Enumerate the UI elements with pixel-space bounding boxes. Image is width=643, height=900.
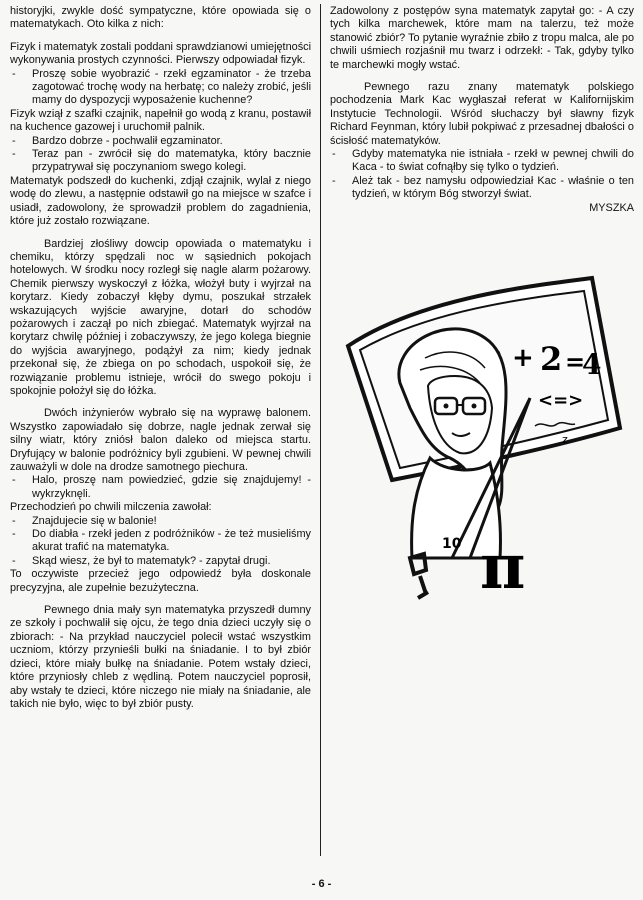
dialogue-line: - Ależ tak - bez namysłu odpowiedział Kac - właśnie o ten tydzień, w którym Bóg stworzył świat. xyxy=(330,175,634,202)
dialogue-line: - Bardzo dobrze - pochwalił egzaminator. xyxy=(10,135,311,148)
anecdote-paragraph: Bardziej złośliwy dowcip opowiada o matematyku i chemiku, którzy spędzali noc w sąsiednich pokojach hotelowych. W środku nocy rozległ się nagle alarm pożarowy. Chemik pierwszy wyskoczył z łóżka, włożył buty i wyjrzał na korytarz. Kiedy zobaczył kłęby dymu, poszukał strzałek wskazujących wyjście awaryjne, dotarł do schodów pożarowych i zaczął po nich zbiegać. Matematyk wyjrzał na korytarz chwilę później i zobaczywszy, że jego kolega biegnie do wyjścia awaryjnego, podążył za nim; kiedy jednak przekonał się, że zbiega on po schodach, uspokoił się, że rozwiązanie problemu istnieje, wrócił do swego pokoju i spokojnie położył się do łóżka. xyxy=(10,237,311,397)
page-number: - 6 - xyxy=(311,878,332,890)
text-paragraph: historyjki, zwykle dość sympatyczne, które opowiada się o matematykach. Oto kilka z nich: xyxy=(10,5,311,31)
anecdote-paragraph: Dwóch inżynierów wybrało się na wyprawę balonem. Wszystko zapowiadało się dobrze, nagle jednak zerwał się silny wiatr, który zniósł balon daleko od miejsca startu. Dryfujący w balonie podróżnicy byli zgubieni. W pewnej chwili zauważyli w dole na drodze samotnego piechura. xyxy=(10,407,311,473)
paragraph-gap xyxy=(10,32,311,41)
text-paragraph: Fizyk i matematyk zostali poddani sprawdzianowi umiejętności wykonywania prostych czynności. Pierwszy odpowiadał fizyk. xyxy=(10,40,311,67)
column-divider xyxy=(320,4,321,856)
formula-digit: 2 xyxy=(540,340,563,378)
formula-equals: = xyxy=(565,348,586,376)
pi-symbol: π xyxy=(480,530,526,603)
anecdote-paragraph: Pewnego dnia mały syn matematyka przyszedł dumny ze szkoły i pochwalił się ojcu, że tego dnia dzieci uczyły się o zbiorach: - Na przykład nauczyciel polecił wstać wszystkim uczniom, którzy przynieśli bułki na śniadanie. I to był zbiór dzieci, które miały bułkę na śniadanie. Potem wstały dzieci, które przyniosły chleb z wędliną. Potem nauczyciel poprosił, aby wstały te dzieci, które niczego nie miały na śniadanie, ale takich nie było, więc to był zbiór pusty. xyxy=(10,604,311,710)
dialogue-line: - Teraz pan - zwrócił się do matematyka, który bacznie przypatrywał się poczynaniom swego kolegi. xyxy=(10,148,311,175)
author-signature: MYSZKA xyxy=(589,201,634,214)
text-paragraph: Zadowolony z postępów syna matematyk zapytał go: - A czy tych kilka marchewek, które mam na talerzu, też może stanowić zbiór? To pytanie wyraźnie zbiło z tropu malca, ale po chwili uśmiech rozjaśnił mu twarz i odrzekł: - Tak, gdyby tylko te marchewki mogły wstać. xyxy=(330,5,634,71)
left-column xyxy=(10,5,311,711)
formula-z: z xyxy=(562,433,568,446)
formula-plus: + xyxy=(512,343,534,373)
anecdote-paragraph: Pewnego razu znany matematyk polskiego pochodzenia Mark Kac wygłaszał referat w Kalifornijskim Instytucie Technologii. Wśród słuchaczy był sławny fizyk Richard Feynman, który lubił pokpiwać z przesadnej dbałości o ścisłość matematyków. xyxy=(330,81,634,147)
text-paragraph: Przechodzień po chwili milczenia zawołał: xyxy=(10,501,212,514)
paragraph-gap xyxy=(10,595,311,604)
text-paragraph: To oczywiste przecież jego odpowiedź była doskonale precyzyjna, ale zupełnie bezużyteczna. xyxy=(10,568,311,594)
dialogue-line: - Proszę sobie wyobrazić - rzekł egzaminator - że trzeba zagotować trochę wody na herbatę; co należy zrobić, jeśli mamy do dyspozycji wyposażenie kuchenne? xyxy=(10,68,311,108)
paragraph-gap xyxy=(10,229,311,238)
paragraph-gap xyxy=(330,72,634,81)
formula-arrows: <=> xyxy=(538,390,584,411)
text-paragraph: Fizyk wziął z szafki czajnik, napełnił go wodą z kranu, postawił na kuchence gazowej i uruchomił palnik. xyxy=(10,107,311,134)
formula-ten: 10 xyxy=(442,536,462,552)
teacher-chalkboard-illustration xyxy=(330,258,630,618)
dialogue-line: - Gdyby matematyka nie istniała - rzekł w pewnej chwili do Kaca - to świat cofnąłby się tylko o tydzień. xyxy=(330,148,634,175)
dialogue-line: - Halo, proszę nam powiedzieć, gdzie się znajdujemy! - wykrzyknęli. xyxy=(10,474,311,501)
right-column xyxy=(330,5,634,215)
dialogue-line: - Do diabła - rzekł jeden z podróżników - że też musieliśmy akurat trafić na matematyka. xyxy=(10,528,311,555)
dialogue-line: - Skąd wiesz, że był to matematyk? - zapytał drugi. xyxy=(10,555,311,568)
paragraph-gap xyxy=(10,398,311,407)
formula-digit: 4 xyxy=(582,348,602,381)
text-paragraph: Matematyk podszedł do kuchenki, zdjął czajnik, wylał z niego wodę do zlewu, a następnie odstawił go na miejsce w szafce i usiadł, zadowolony, że sprowadził problem do zagadnienia, które już zostało rozwiązane. xyxy=(10,174,311,228)
dialogue-line: - Znajdujecie się w balonie! xyxy=(10,515,311,528)
